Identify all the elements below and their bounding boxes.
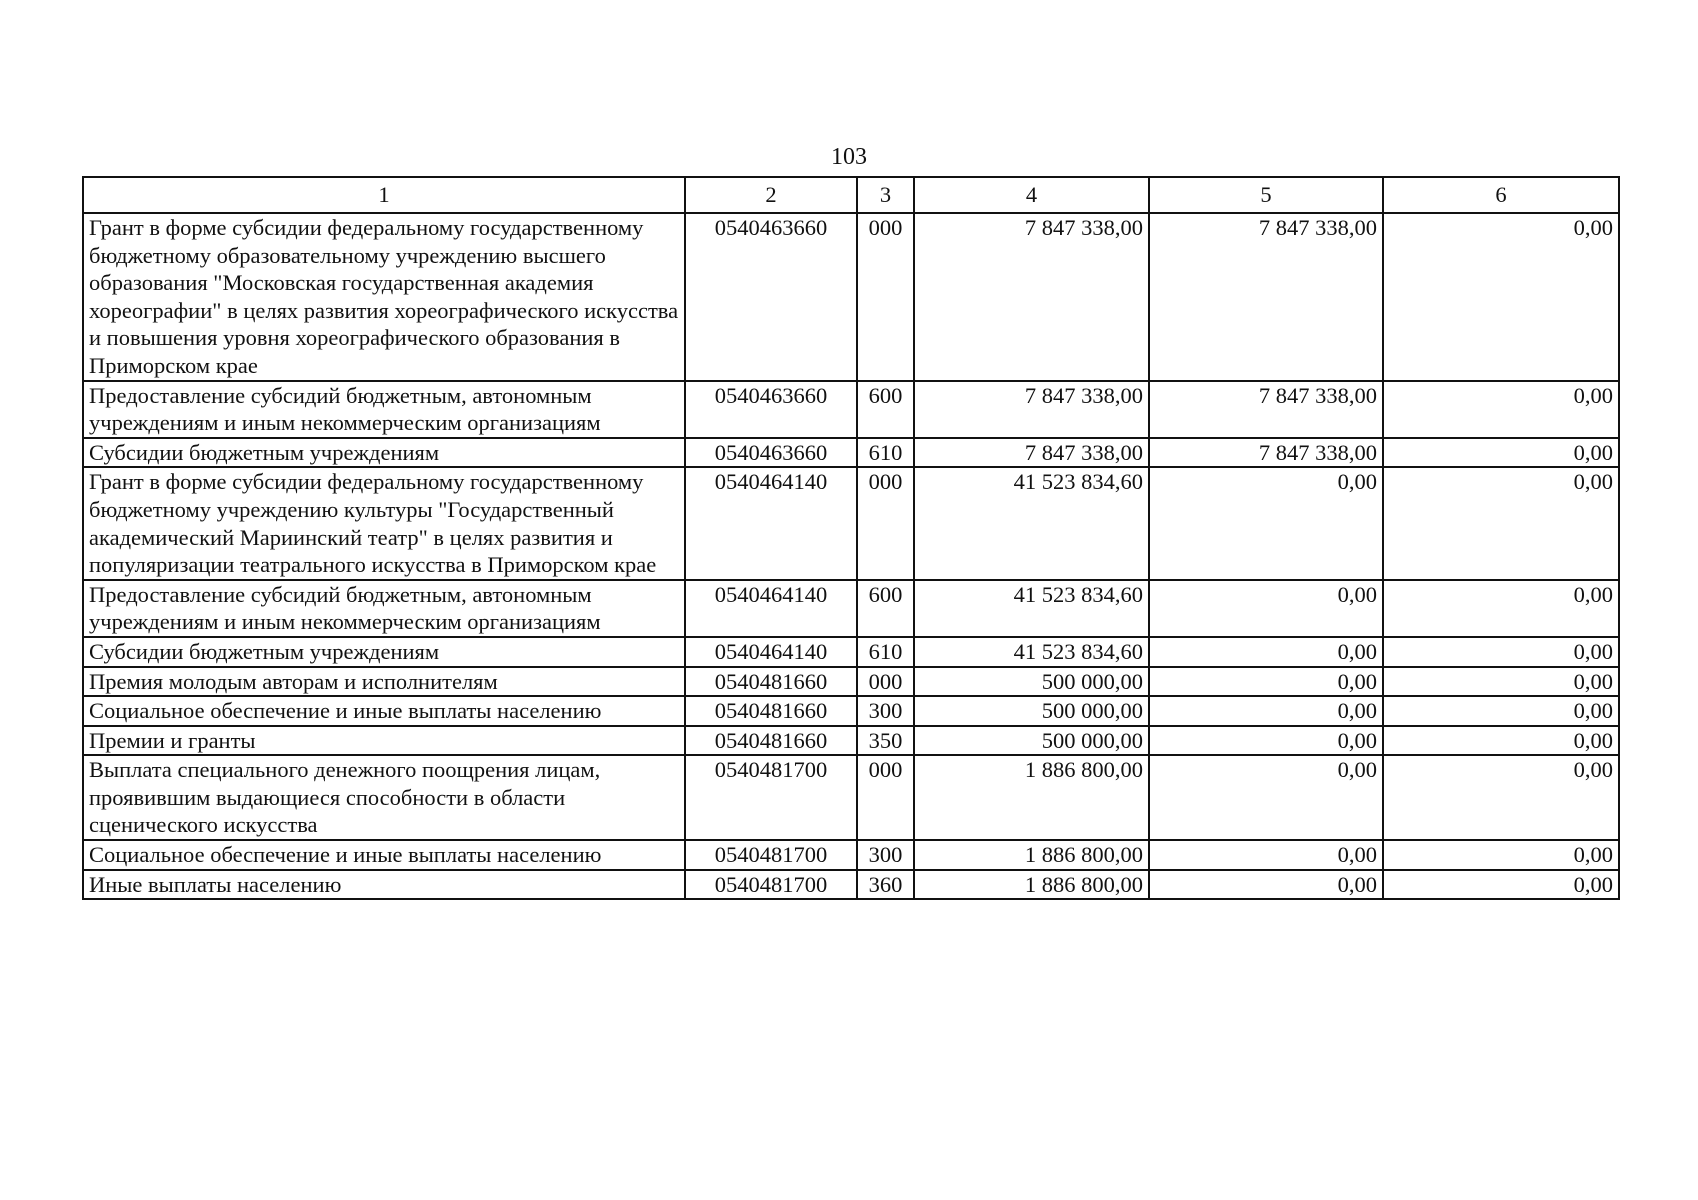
row-value-4-cell: 7 847 338,00 [914, 381, 1149, 438]
column-header-5: 5 [1149, 177, 1383, 213]
row-value-4-cell: 500 000,00 [914, 726, 1149, 756]
row-value-6-cell: 0,00 [1383, 381, 1619, 438]
table-row [83, 755, 1619, 840]
row-value-6-cell: 0,00 [1383, 696, 1619, 726]
row-name-cell: Предоставление субсидий бюджетным, автономным учреждениям и иным некоммерческим организациям [83, 381, 685, 438]
table-row [83, 438, 1619, 468]
row-value-4-cell: 41 523 834,60 [914, 580, 1149, 637]
row-code-cell: 0540481660 [685, 726, 857, 756]
row-value-5-cell: 7 847 338,00 [1149, 381, 1383, 438]
budget-table [82, 176, 1620, 900]
column-header-2: 2 [685, 177, 857, 213]
table-row [83, 696, 1619, 726]
column-header-4: 4 [914, 177, 1149, 213]
table-row [83, 726, 1619, 756]
table-row [83, 870, 1619, 900]
page-number: 103 [831, 144, 867, 170]
row-value-6-cell: 0,00 [1383, 726, 1619, 756]
row-name-cell: Социальное обеспечение и иные выплаты населению [83, 840, 685, 870]
row-value-4-cell: 7 847 338,00 [914, 438, 1149, 468]
row-value-5-cell: 0,00 [1149, 467, 1383, 579]
row-value-6-cell: 0,00 [1383, 840, 1619, 870]
row-code-cell: 0540481660 [685, 696, 857, 726]
row-code-cell: 0540464140 [685, 637, 857, 667]
row-value-4-cell: 500 000,00 [914, 696, 1149, 726]
row-name-cell: Субсидии бюджетным учреждениям [83, 438, 685, 468]
row-code-cell: 0540481700 [685, 755, 857, 840]
row-code-cell: 0540481660 [685, 667, 857, 697]
row-value-4-cell: 41 523 834,60 [914, 637, 1149, 667]
row-value-5-cell: 0,00 [1149, 696, 1383, 726]
row-value-4-cell: 1 886 800,00 [914, 870, 1149, 900]
row-code-cell: 0540464140 [685, 580, 857, 637]
row-code-cell: 0540463660 [685, 438, 857, 468]
row-name-cell: Социальное обеспечение и иные выплаты населению [83, 696, 685, 726]
row-value-5-cell: 0,00 [1149, 580, 1383, 637]
row-type-cell: 610 [857, 637, 914, 667]
column-header-1: 1 [83, 177, 685, 213]
row-value-4-cell: 500 000,00 [914, 667, 1149, 697]
row-value-5-cell: 0,00 [1149, 637, 1383, 667]
row-value-5-cell: 0,00 [1149, 755, 1383, 840]
row-code-cell: 0540464140 [685, 467, 857, 579]
row-name-cell: Выплата специального денежного поощрения лицам, проявившим выдающиеся способности в области сценического искусства [83, 755, 685, 840]
row-code-cell: 0540463660 [685, 381, 857, 438]
column-header-6: 6 [1383, 177, 1619, 213]
table-row [83, 667, 1619, 697]
row-type-cell: 000 [857, 755, 914, 840]
row-type-cell: 360 [857, 870, 914, 900]
table-row [83, 381, 1619, 438]
row-name-cell: Предоставление субсидий бюджетным, автономным учреждениям и иным некоммерческим организациям [83, 580, 685, 637]
row-value-6-cell: 0,00 [1383, 438, 1619, 468]
row-name-cell: Субсидии бюджетным учреждениям [83, 637, 685, 667]
table-header-row [83, 177, 1619, 213]
row-type-cell: 300 [857, 696, 914, 726]
row-name-cell: Иные выплаты населению [83, 870, 685, 900]
row-value-4-cell: 41 523 834,60 [914, 467, 1149, 579]
row-name-cell: Премия молодым авторам и исполнителям [83, 667, 685, 697]
table-row [83, 467, 1619, 579]
row-value-5-cell: 7 847 338,00 [1149, 213, 1383, 381]
row-value-6-cell: 0,00 [1383, 870, 1619, 900]
row-value-6-cell: 0,00 [1383, 213, 1619, 381]
row-value-6-cell: 0,00 [1383, 467, 1619, 579]
row-type-cell: 000 [857, 213, 914, 381]
row-value-6-cell: 0,00 [1383, 637, 1619, 667]
row-name-cell: Грант в форме субсидии федеральному государственному бюджетному образовательному учреждению высшего образования "Московская государственная академия хореографии" в целях развития хореографического искусства и повышения уровня хореографического образования в Приморском крае [83, 213, 685, 381]
row-type-cell: 600 [857, 580, 914, 637]
table-row [83, 580, 1619, 637]
row-code-cell: 0540481700 [685, 840, 857, 870]
row-value-5-cell: 0,00 [1149, 870, 1383, 900]
row-type-cell: 350 [857, 726, 914, 756]
row-code-cell: 0540463660 [685, 213, 857, 381]
row-value-4-cell: 1 886 800,00 [914, 840, 1149, 870]
row-value-6-cell: 0,00 [1383, 755, 1619, 840]
row-type-cell: 000 [857, 667, 914, 697]
row-code-cell: 0540481700 [685, 870, 857, 900]
table-row [83, 213, 1619, 381]
row-value-5-cell: 0,00 [1149, 840, 1383, 870]
row-type-cell: 300 [857, 840, 914, 870]
row-type-cell: 610 [857, 438, 914, 468]
row-value-5-cell: 0,00 [1149, 667, 1383, 697]
row-value-4-cell: 1 886 800,00 [914, 755, 1149, 840]
row-name-cell: Грант в форме субсидии федеральному государственному бюджетному учреждению культуры "Государственный академический Мариинский театр" в целях развития и популяризации театрального искусства в Приморском крае [83, 467, 685, 579]
row-value-4-cell: 7 847 338,00 [914, 213, 1149, 381]
row-name-cell: Премии и гранты [83, 726, 685, 756]
column-header-3: 3 [857, 177, 914, 213]
row-type-cell: 000 [857, 467, 914, 579]
row-value-6-cell: 0,00 [1383, 667, 1619, 697]
table-row [83, 637, 1619, 667]
table-row [83, 840, 1619, 870]
row-value-5-cell: 0,00 [1149, 726, 1383, 756]
row-type-cell: 600 [857, 381, 914, 438]
row-value-5-cell: 7 847 338,00 [1149, 438, 1383, 468]
row-value-6-cell: 0,00 [1383, 580, 1619, 637]
